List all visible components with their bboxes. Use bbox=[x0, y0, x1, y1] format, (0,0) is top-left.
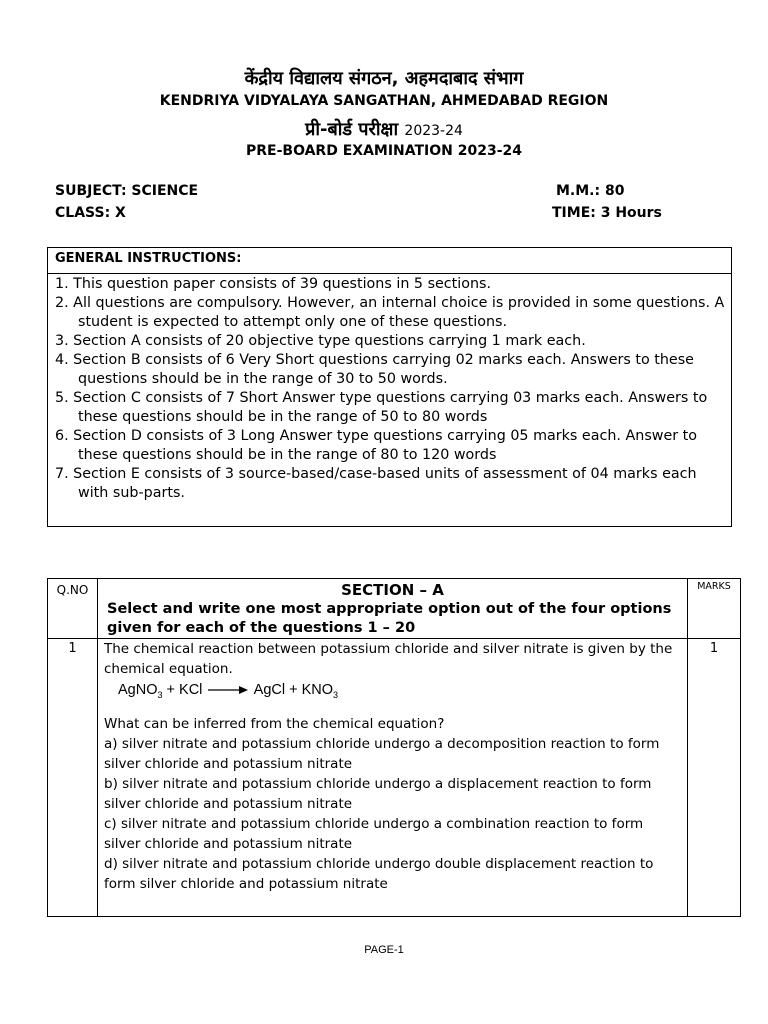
general-instructions-box bbox=[47, 247, 732, 527]
instruction-item: 1. This question paper consists of 39 questions in 5 sections. bbox=[55, 276, 492, 292]
option-a: a) silver nitrate and potassium chloride undergo a decomposition reaction to form silver chloride and potassium nitrate bbox=[104, 735, 660, 772]
option-c: c) silver nitrate and potassium chloride undergo a combination reaction to form silver chloride and potassium nitrate bbox=[104, 815, 644, 852]
option-b: b) silver nitrate and potassium chloride undergo a displacement reaction to form silver chloride and potassium nitrate bbox=[104, 775, 652, 812]
hindi-exam-title bbox=[0, 117, 768, 141]
equation-product: AgCl + KNO bbox=[250, 682, 334, 698]
section-title: SECTION – A bbox=[341, 581, 444, 599]
question-prompt: What can be inferred from the chemical equation? bbox=[104, 715, 445, 732]
table-row bbox=[48, 639, 741, 917]
hindi-exam-year: 2023-24 bbox=[404, 123, 463, 139]
class-label: CLASS: X bbox=[55, 205, 126, 221]
max-marks-label: M.M.: 80 bbox=[556, 183, 625, 199]
hindi-org-title: केंद्रीय विद्यालय संगठन, अहमदाबाद संभाग bbox=[244, 68, 524, 89]
instruction-item: 6. Section D consists of 3 Long Answer type questions carrying 05 marks each. Answer to these questions should be in the range of 80 to 120 words bbox=[55, 428, 698, 463]
instruction-item: 4. Section B consists of 6 Very Short questions carrying 02 marks each. Answers to these questions should be in the range of 30 to 50 words. bbox=[55, 352, 694, 387]
marks-header: MARKS bbox=[688, 579, 741, 639]
time-label: TIME: 3 Hours bbox=[552, 205, 662, 221]
page-number: PAGE-1 bbox=[364, 944, 404, 956]
instruction-item: 5. Section C consists of 7 Short Answer type questions carrying 03 marks each. Answers to these questions should be in the range of 50 to 80 words bbox=[55, 390, 708, 425]
instruction-item: 2. All questions are compulsory. However, an internal choice is provided in some questions. A student is expected to attempt only one of these questions. bbox=[55, 295, 725, 330]
instruction-item: 3. Section A consists of 20 objective type questions carrying 1 mark each. bbox=[55, 333, 586, 349]
question-table bbox=[47, 578, 741, 917]
question-marks: 1 bbox=[688, 639, 741, 917]
equation-reactant: AgNO bbox=[118, 682, 158, 698]
section-header-cell bbox=[98, 579, 688, 639]
question-body bbox=[98, 639, 688, 917]
chemical-equation bbox=[104, 679, 681, 706]
equation-subscript: 3 bbox=[333, 689, 339, 700]
subject-label: SUBJECT: SCIENCE bbox=[55, 183, 199, 199]
qno-header: Q.NO bbox=[48, 579, 98, 639]
exam-title: PRE-BOARD EXAMINATION 2023-24 bbox=[245, 143, 523, 159]
equation-plus: + KCl bbox=[162, 682, 207, 698]
section-header-row bbox=[48, 579, 741, 639]
org-title: KENDRIYA VIDYALAYA SANGATHAN, AHMEDABAD REGION bbox=[159, 93, 609, 109]
hindi-exam-text: प्री-बोर्ड परीक्षा bbox=[305, 119, 399, 140]
question-text: The chemical reaction between potassium chloride and silver nitrate is given by the chemical equation. bbox=[104, 641, 673, 677]
instructions-list bbox=[48, 274, 731, 503]
question-number: 1 bbox=[48, 639, 98, 917]
instructions-heading: GENERAL INSTRUCTIONS: bbox=[48, 248, 731, 274]
section-instruction: Select and write one most appropriate option out of the four options given for each of the questions 1 – 20 bbox=[107, 601, 672, 636]
reaction-arrow-icon bbox=[208, 685, 248, 695]
equation-subscript: 3 bbox=[157, 689, 163, 700]
instruction-item: 7. Section E consists of 3 source-based/case-based units of assessment of 04 marks each with sub-parts. bbox=[55, 466, 697, 501]
option-d: d) silver nitrate and potassium chloride undergo double displacement reaction to form silver chloride and potassium nitrate bbox=[104, 855, 654, 892]
